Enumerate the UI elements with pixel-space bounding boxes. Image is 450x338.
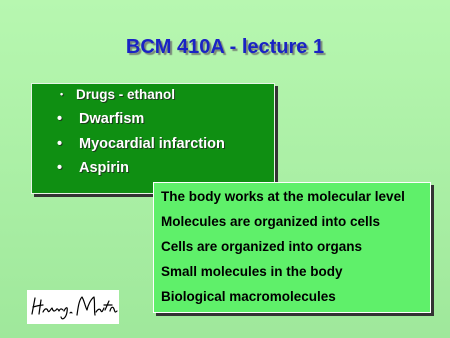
bullet-icon: •: [57, 111, 63, 127]
topic-item: [57, 136, 225, 152]
slide-title: BCM 410A - lecture 1: [125, 36, 325, 58]
signature-image: [27, 290, 119, 324]
topic-label: Myocardial infarction: [79, 136, 225, 152]
concept-item: Cells are organized into organs: [161, 239, 363, 254]
handwritten-signature: [27, 290, 119, 324]
topic-label: Dwarfism: [79, 111, 145, 127]
bullet-icon: •: [57, 136, 63, 152]
topic-label: Drugs - ethanol: [76, 87, 176, 102]
bullet-icon: •: [60, 89, 64, 99]
topic-item: [57, 160, 129, 176]
topic-label: Aspirin: [79, 160, 129, 176]
concept-item: Molecules are organized into cells: [161, 214, 381, 229]
topic-item: [57, 111, 144, 127]
concepts-box: [153, 182, 431, 313]
topic-item: [60, 87, 175, 102]
topics-box: [31, 83, 275, 194]
concept-item: Biological macromolecules: [161, 289, 336, 304]
concept-item: Small molecules in the body: [161, 264, 343, 279]
concept-item: The body works at the molecular level: [161, 189, 405, 204]
bullet-icon: •: [57, 160, 63, 176]
